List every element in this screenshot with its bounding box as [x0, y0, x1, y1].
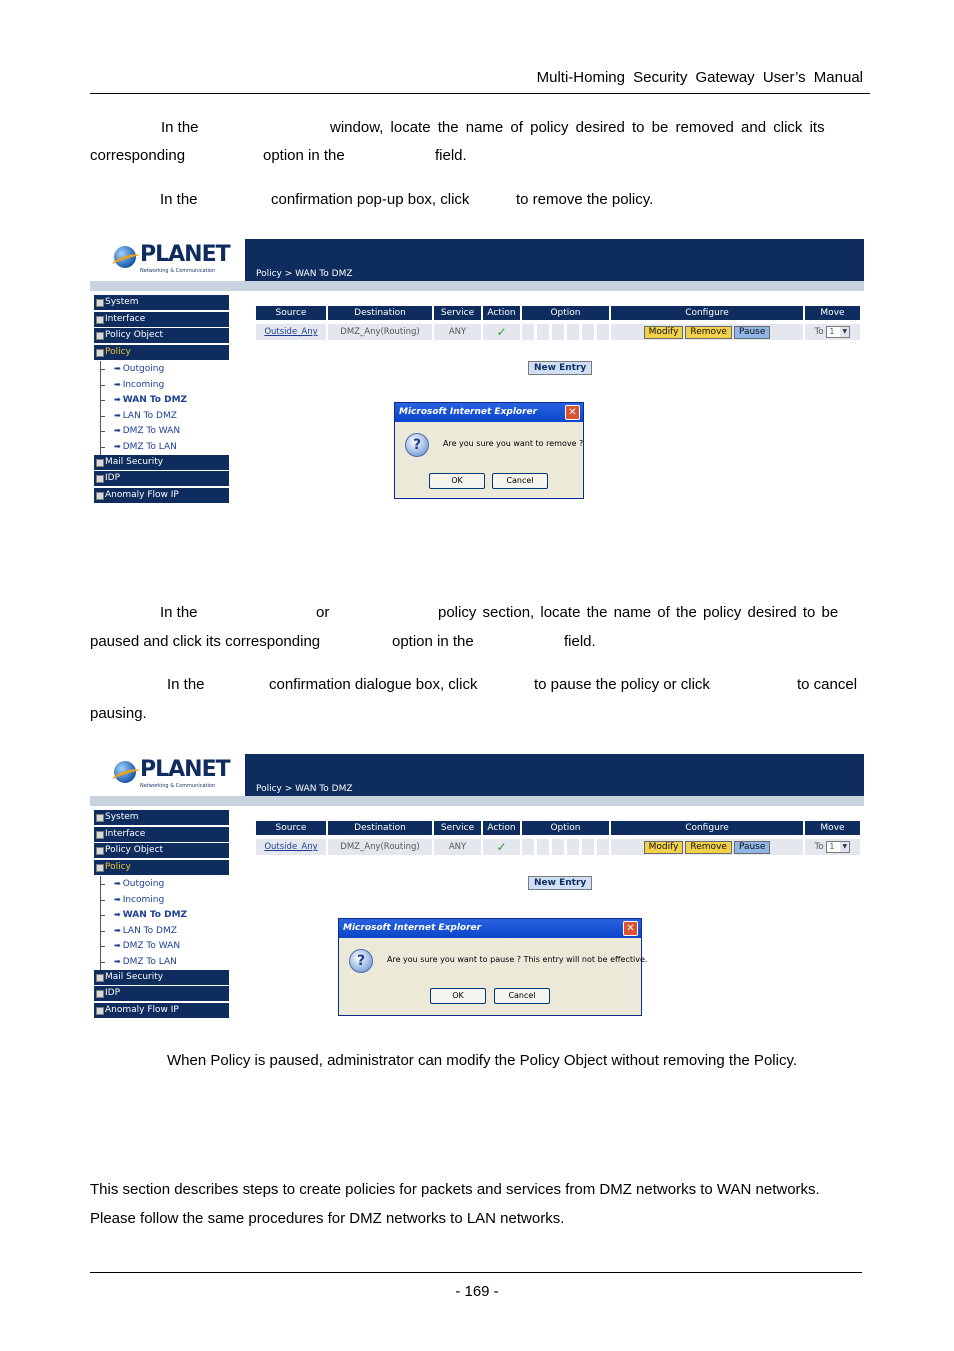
col-service: Service [434, 306, 481, 320]
p3-text-c: policy section, locate the name of the policy desired to be [438, 604, 839, 621]
cell-action [483, 324, 520, 340]
cell-action [483, 839, 520, 855]
menu-incoming-label: Incoming [122, 379, 165, 390]
breadcrumb: Policy > WAN To DMZ [256, 784, 353, 794]
modify-button[interactable]: Modify [644, 841, 684, 854]
p1-text-a: In the [161, 119, 199, 136]
col-destination: Destination [328, 306, 432, 320]
menu-mail-security[interactable]: Mail Security [94, 970, 229, 985]
pause-confirm-dialog [338, 918, 648, 1016]
cell-configure [611, 839, 803, 855]
pause-button[interactable]: Pause [734, 841, 770, 854]
cell-destination: DMZ_Any(Routing) [328, 324, 432, 340]
menu-dmz-to-wan-label: DMZ To WAN [122, 426, 181, 437]
menu-dmz-to-lan-label: DMZ To LAN [122, 441, 177, 452]
note-text: When Policy is paused, administrator can modify the Policy Object without removing the Policy. [167, 1052, 797, 1069]
policy-table [90, 821, 864, 857]
menu-wan-to-dmz-label: WAN To DMZ [122, 395, 188, 406]
dialog-message: Are you sure you want to remove ? [443, 439, 584, 448]
menu-policy[interactable]: Policy [94, 345, 229, 360]
menu-policy-object[interactable]: Policy Object [94, 843, 229, 858]
col-service: Service [434, 821, 481, 835]
cell-source[interactable]: Outside_Any [256, 324, 326, 340]
col-source: Source [256, 306, 326, 320]
menu-wan-to-dmz[interactable] [94, 392, 229, 408]
arrow-right-icon: ➡ [114, 441, 121, 451]
p2-text-a: In the [160, 191, 198, 208]
menu-wan-to-dmz[interactable] [94, 907, 229, 923]
arrow-right-icon: ➡ [114, 426, 121, 436]
page-number: - 169 - [455, 1283, 499, 1300]
chevron-down-icon: ▼ [840, 842, 849, 852]
menu-lan-to-dmz[interactable] [94, 408, 229, 424]
menu-dmz-to-wan-label: DMZ To WAN [122, 941, 181, 952]
cancel-button[interactable]: Cancel [492, 473, 548, 489]
p4-text-d: to cancel [797, 676, 858, 693]
menu-outgoing-label: Outgoing [122, 364, 165, 374]
cell-option-4 [567, 839, 579, 855]
p1-text-c: corresponding [90, 147, 186, 164]
dialog-title-bar [339, 919, 641, 938]
menu-mail-security[interactable]: Mail Security [94, 455, 229, 470]
close-icon[interactable]: ✕ [565, 405, 580, 420]
arrow-right-icon: ➡ [114, 879, 121, 888]
menu-outgoing[interactable] [94, 361, 229, 377]
check-icon: ✓ [496, 325, 507, 339]
chevron-down-icon: ▼ [840, 327, 849, 337]
cell-service: ANY [434, 324, 481, 340]
breadcrumb: Policy > WAN To DMZ [256, 269, 353, 279]
cell-option-3 [552, 839, 564, 855]
p4-text-a: In the [167, 676, 205, 693]
logo-word: PLANET [140, 757, 230, 782]
p1-text-b: window, locate the name of policy desired to be removed and click its [330, 119, 825, 136]
col-option: Option [522, 821, 609, 835]
menu-dmz-to-lan-label: DMZ To LAN [122, 956, 177, 967]
arrow-right-icon: ➡ [114, 925, 121, 935]
col-move: Move [805, 821, 860, 835]
menu-outgoing[interactable] [94, 876, 229, 892]
menu-dmz-to-lan[interactable] [94, 954, 229, 970]
menu-incoming-label: Incoming [122, 894, 165, 905]
col-option: Option [522, 306, 609, 320]
arrow-right-icon: ➡ [114, 910, 121, 920]
new-entry-button[interactable]: New Entry [528, 876, 592, 890]
dialog-title-bar [395, 403, 583, 422]
move-select[interactable] [826, 326, 850, 338]
menu-lan-to-dmz-label: LAN To DMZ [122, 410, 177, 421]
logo-tagline: Networking & Communication [140, 783, 216, 789]
cell-destination: DMZ_Any(Routing) [328, 839, 432, 855]
dialog-message: Are you sure you want to pause ? This entry will not be effective. [387, 955, 648, 964]
cell-option-6 [597, 324, 609, 340]
cell-configure [611, 324, 803, 340]
screenshot-remove [90, 239, 864, 509]
manual-title: Multi-Homing Security Gateway User’s Manual [536, 69, 863, 86]
col-source: Source [256, 821, 326, 835]
cell-option-6 [597, 839, 609, 855]
menu-dmz-to-wan[interactable] [94, 423, 229, 439]
cell-option-2 [537, 324, 549, 340]
menu-lan-to-dmz[interactable] [94, 923, 229, 939]
logo-tagline: Networking & Communication [140, 268, 216, 274]
logo-word: PLANET [140, 242, 230, 267]
menu-policy[interactable]: Policy [94, 860, 229, 875]
p5-text: This section describes steps to create policies for packets and services from DMZ networks to WAN networks. Please follow the same procedures for DMZ networks to LAN networks. [90, 1181, 820, 1227]
cell-option-4 [567, 324, 579, 340]
ok-button[interactable]: OK [430, 988, 486, 1004]
move-select[interactable] [826, 841, 850, 853]
remove-button[interactable]: Remove [685, 326, 732, 339]
col-action: Action [483, 821, 520, 835]
p3-text-a: In the [160, 604, 198, 621]
p3-text-e: option in the [392, 633, 474, 650]
check-icon: ✓ [496, 840, 507, 854]
menu-wan-to-dmz-label: WAN To DMZ [122, 910, 188, 921]
header-rule [90, 93, 870, 94]
cancel-button[interactable]: Cancel [494, 988, 550, 1004]
remove-button[interactable]: Remove [685, 841, 732, 854]
cell-option-1 [522, 324, 534, 340]
cell-move [805, 324, 860, 340]
footer-rule [90, 1272, 862, 1273]
menu-interface[interactable]: Interface [94, 312, 229, 327]
cell-option-3 [552, 324, 564, 340]
menu-dmz-to-lan[interactable] [94, 439, 229, 455]
arrow-right-icon: ➡ [114, 956, 121, 966]
move-select-value: 1 [829, 841, 835, 851]
menu-idp[interactable]: IDP [94, 471, 229, 486]
planet-logo [114, 242, 230, 278]
p4-text-e: pausing. [90, 705, 147, 722]
pause-button[interactable]: Pause [734, 326, 770, 339]
menu-dmz-to-wan[interactable] [94, 938, 229, 954]
arrow-right-icon: ➡ [114, 379, 121, 389]
menu-lan-to-dmz-label: LAN To DMZ [122, 925, 177, 936]
menu-anomaly[interactable]: Anomaly Flow IP [94, 1003, 229, 1018]
modify-button[interactable]: Modify [644, 326, 684, 339]
menu-outgoing-label: Outgoing [122, 879, 165, 889]
planet-logo [114, 757, 230, 793]
col-move: Move [805, 306, 860, 320]
p3-text-b: or [316, 604, 330, 621]
dialog-title: Microsoft Internet Explorer [399, 407, 538, 417]
question-icon: ? [349, 949, 373, 973]
question-icon: ? [405, 433, 429, 457]
cell-option-5 [582, 839, 594, 855]
p2-text-c: to remove the policy. [516, 191, 654, 208]
arrow-right-icon: ➡ [114, 364, 121, 373]
cell-source[interactable]: Outside_Any [256, 839, 326, 855]
p4-text-c: to pause the policy or click [534, 676, 710, 693]
p3-text-d: paused and click its corresponding [90, 633, 321, 650]
menu-incoming[interactable] [94, 377, 229, 393]
move-to-label: To [814, 842, 824, 852]
cell-option-1 [522, 839, 534, 855]
cell-option-2 [537, 839, 549, 855]
col-action: Action [483, 306, 520, 320]
p1-text-e: field. [435, 147, 467, 164]
cell-move [805, 839, 860, 855]
screenshot-pause [90, 754, 864, 1024]
menu-system[interactable]: System [94, 810, 229, 825]
ok-button[interactable]: OK [429, 473, 485, 489]
remove-confirm-dialog [394, 402, 584, 499]
cell-service: ANY [434, 839, 481, 855]
col-configure: Configure [611, 306, 803, 320]
arrow-right-icon: ➡ [114, 894, 121, 904]
move-select-value: 1 [829, 326, 835, 336]
move-to-label: To [814, 327, 824, 337]
menu-incoming[interactable] [94, 892, 229, 908]
menu-idp[interactable]: IDP [94, 986, 229, 1001]
col-destination: Destination [328, 821, 432, 835]
p1-text-d: option in the [263, 147, 345, 164]
p3-text-f: field. [564, 633, 596, 650]
p2-text-b: confirmation pop-up box, click [271, 191, 470, 208]
close-icon[interactable]: ✕ [623, 921, 638, 936]
arrow-right-icon: ➡ [114, 941, 121, 951]
menu-system[interactable]: System [94, 295, 229, 310]
cell-option-5 [582, 324, 594, 340]
col-configure: Configure [611, 821, 803, 835]
dialog-title: Microsoft Internet Explorer [343, 923, 482, 933]
menu-policy-object[interactable]: Policy Object [94, 328, 229, 343]
arrow-right-icon: ➡ [114, 395, 121, 405]
arrow-right-icon: ➡ [114, 410, 121, 420]
new-entry-button[interactable]: New Entry [528, 361, 592, 375]
policy-table [90, 306, 864, 342]
menu-anomaly[interactable]: Anomaly Flow IP [94, 488, 229, 503]
sub-bar [90, 796, 864, 806]
sub-bar [90, 281, 864, 291]
p4-text-b: confirmation dialogue box, click [269, 676, 478, 693]
menu-interface[interactable]: Interface [94, 827, 229, 842]
